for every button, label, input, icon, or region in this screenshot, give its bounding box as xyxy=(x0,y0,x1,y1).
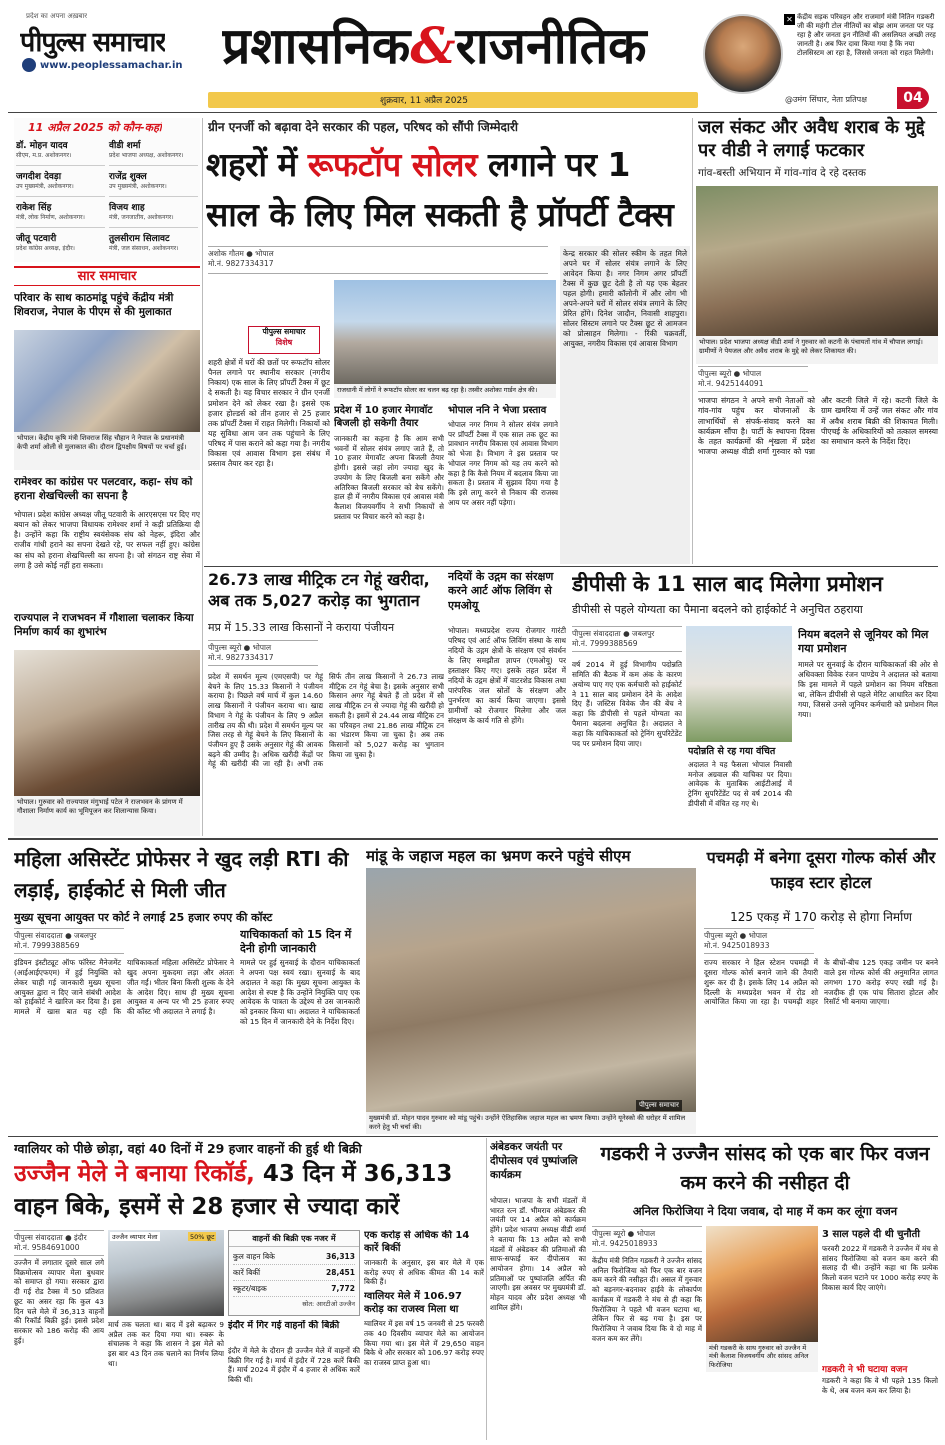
rti-title: महिला असिस्टेंट प्रोफेसर ने खुद लड़ी RTI की लड़ाई, हाईकोर्ट से मिली जीत xyxy=(14,847,349,902)
revenue-body: जानकारी के अनुसार, इस बार मेले में एक करोड़ रुपए से अधिक कीमत की 14 कारें बिकी हैं। xyxy=(364,1258,484,1287)
row-rule-3 xyxy=(8,1136,938,1137)
mandu-credit: पीपुल्स समाचार xyxy=(636,1100,682,1111)
section-title xyxy=(222,6,682,86)
whos-where-item: राकेश सिंह मंत्री, लोक निर्माण, अशोकनगर। xyxy=(16,200,105,228)
revenue-sub-title: ग्वालियर मेले में 106.97 करोड़ का राजस्व मिला था xyxy=(364,1291,462,1315)
solar-body2: जानकारी का कहना है कि आम सभी भवनों में सोलर संयंत्र लगाए जाते हैं, तो 10 हजार मेगावॉट अपना बिजली तैयार होगी। इससे जहां लोग ज्यादा खुद के उपयोग के लिए बिजली बना सकेंगे और अतिरिक्त बिजली सरकार को बेच सकेंगे। हाल ही में नगरीय विकास एवं आवास मंत्री कैलाश विजयवर्गीय ने सभी निकायों से प्रस्ताव पर विचार करने को कहा है। xyxy=(334,434,444,521)
dpc-body: वर्ष 2014 में हुई विभागीय पदोन्नति समिति की बैठक में कम अंक के कारण अयोग्य पाए गए एक कर्मचारी को हाईकोर्ट ने 11 साल बाद प्रमोशन देने के आदेश दिए हैं। जस्टिस विवेक जैन की बेंच ने कहा कि डीपीसी से पहले योग्यता का पैमाना बदलना अनुचित है। अदालत ने कहा कि याचिकाकर्ता को ट्रेनिंग सुपरिटेंडेंट पद पर प्रमोशन दिया जाए। xyxy=(572,660,682,748)
revenue-title: एक करोड़ से अधिक की 14 कारें बिकीं xyxy=(364,1230,470,1254)
quote-text: केंद्रीय सड़क परिवहन और राजमार्ग मंत्री नितिन गडकरी जी की महंगी टोल नीतियों का बोझ आम जनता पर पड़ रहा है और जनता इन नीतियों की असलियत अच्छी तरह जानती है। अब फिर दावा किया गया है कि नया टोलसिस्टम आ रहा है, जिससे जनता को राहत मिलेगी। xyxy=(797,13,936,58)
water-byline: पीपुल्स ब्यूरो ● भोपाल मो.नं. 9425144091 xyxy=(698,366,808,392)
quote-avatar xyxy=(703,14,783,94)
quote-author: @उमंग सिंघार, नेता प्रतिपक्ष xyxy=(785,95,867,104)
ujjain-photo xyxy=(108,1230,224,1316)
water-title: जल संकट और अवैध शराब के मुद्दे पर वीडी ने लगाई फटकार xyxy=(698,117,925,162)
ambedkar-body: भोपाल। भाजपा के सभी मंडलों में भारत रत्न डॉ. भीमराव अंबेडकर की जयंती पर 14 अप्रैल को कार्यक्रम होंगे। प्रदेश भाजपा अध्यक्ष वीडी शर्मा ने बताया कि 13 अप्रैल को सभी मंडलों में अंबेडकर की प्रतिमाओं की साफ-सफाई कर दीपोत्सव का आयोजन होगा। 14 अप्रैल को प्रतिमाओं पर पुष्पांजलि अर्पित की जाएगी। इस अवसर पर मुख्यमंत्री डॉ. मोहन यादव और प्रदेश अध्यक्ष भी शामिल होंगे। xyxy=(490,1196,586,1312)
saar-heading: सार समाचार xyxy=(14,266,200,286)
vehicle-stats-row xyxy=(233,1265,355,1281)
vehicle-stats-value: 36,313 xyxy=(326,1252,355,1261)
solar-badge: पीपुल्स समाचार विशेष xyxy=(248,326,320,354)
gadkari-side-body: फरवरी 2022 में गडकरी ने उज्जैन में मंच से सांसद फिरोजिया को वजन कम करने की सलाह दी थी। उन्होंने कहा था कि प्रत्येक किलो वजन घटाने पर 1000 करोड़ रुपए के विकास कार्य दिए जाएंगे। xyxy=(822,1244,938,1292)
row-rule-2 xyxy=(8,838,938,840)
gadkari-byline: पीपुल्स ब्यूरो ● भोपाल मो.नं. 9425018933 xyxy=(592,1226,702,1252)
vehicle-stats-value: 7,772 xyxy=(331,1284,355,1293)
gadkari-side-sub: गडकरी ने भी घटाया वजन xyxy=(822,1365,908,1375)
water-subtitle: गांव-बस्ती अभियान में गांव-गांव दे रहे दस्तक xyxy=(698,167,866,179)
saar-story2-title: रामेश्वर का कांग्रेस पर पलटवार, कहा- संघ को हराना शेखचिल्ली का सपना है xyxy=(14,476,193,502)
mandu-photo xyxy=(366,868,696,1112)
solar-sub2: भोपाल ननि ने भेजा प्रस्ताव xyxy=(448,405,547,416)
whos-where-item: वीडी शर्मा प्रदेश भाजपा अध्यक्ष, अशोकनगर। xyxy=(109,138,198,166)
solar-opinions: केन्द्र सरकार की सोलर स्कीम के तहत मिले अपने घर में सोलर संयंत्र लगाने के लिए आवेदन किया है। नगर निगम अगर प्रॉपर्टी टैक्स में कुछ छूट देती है तो यह एक बेहतर पहल होगी। हमारी कॉलोनी में और लोग भी अपने-अपने घरों में सोलर संयंत्र लगाने के लिए प्रेरित होंगे। दिनेश जादौन, निवासी शाहपुरा। सोलर सिस्टम लगाने पर टैक्स छूट से आमजन को प्रोत्साहन मिलेगा। - रिंकी चक्रवर्ती, आयुक्त, नगरीय विकास एवं आवास विभाग xyxy=(560,246,690,564)
solar-sub1: प्रदेश में 10 हजार मेगावॉट बिजली हो सकेगी तैयार xyxy=(334,405,433,429)
mandu-caption: मुख्यमंत्री डॉ. मोहन यादव गुरुवार को मांडू पहुंचे। उन्होंने ऐतिहासिक जहाज महल का भ्रमण किया। उन्होंने यूनेस्को की धरोहर में शामिल करने हेतु भी चर्चा की। xyxy=(366,1112,696,1134)
globe-icon xyxy=(22,58,36,72)
whos-where-item: जगदीश देवड़ा उप मुख्यमंत्री, अशोकनगर। xyxy=(16,169,105,197)
whos-where-box xyxy=(14,118,200,262)
vehicle-stats-value: 28,451 xyxy=(326,1268,355,1277)
wheat-subtitle: मप्र में 15.33 लाख किसानों ने कराया पंजीयन xyxy=(208,621,395,634)
golf-body: राज्य सरकार ने हिल स्टेशन पचमढ़ी में दूसरा गोल्फ कोर्स बनाने जाने की तैयारी शुरू कर दी है। इसके लिए 14 अप्रैल को दिल्ली के मध्यप्रदेश भवन में रोड शो आयोजित किया जा रहा है। पचमढ़ी शहर के बीचों-बीच 125 एकड़ जमीन पर बनने वाले इस गोल्फ कोर्स की अनुमानित लागत लगभग 170 करोड़ रुपए रखी गई है। नजदीक ही एक पांच सितारा होटल और रिसॉर्ट भी बनाया जाएगा। xyxy=(704,958,938,1007)
saar-story2-body: भोपाल। प्रदेश कांग्रेस अध्यक्ष जीतू पटवारी के आरएसएस पर दिए गए बयान को लेकर भाजपा विधायक रामेश्वर शर्मा ने कड़ी प्रतिक्रिया दी है। उन्होंने कहा कि राष्ट्रीय स्वयंसेवक संघ को नेहरू, इंदिरा और राजीव गांधी हराने का सपना देखते रहे, पर सफल नहीं हुए। कांग्रेस का संघ को हराना शेखचिल्ली का सपना है। जो संगठन राष्ट्र सेवा में लगा है उसे कोई नहीं हरा सकता। xyxy=(14,510,200,570)
vehicle-stats-box xyxy=(228,1230,360,1316)
whos-where-item: डॉ. मोहन यादव सीएम, म.प्र. अशोकनगर। xyxy=(16,138,105,166)
wheat-title: 26.73 लाख मीट्रिक टन गेहूं खरीदा, अब तक 5,027 करोड़ का भुगतान xyxy=(208,570,430,610)
dpc-byline: पीपुल्स संवाददाता ● जबलपुर मो.नं. 7999388569 xyxy=(572,626,682,652)
saar-story3-title: राज्यपाल ने राजभवन में गौशाला चलाकर किया निर्माण कार्य का शुभारंभ xyxy=(14,612,194,638)
mandu-title: मांडू के जहाज महल का भ्रमण करने पहुंचे सीएम xyxy=(366,847,631,865)
masthead-tagline: प्रदेश का अपना अख़बार xyxy=(26,12,88,20)
golf-subtitle: 125 एकड़ में 170 करोड़ से होगा निर्माण xyxy=(730,910,912,924)
col-rule-left xyxy=(202,118,203,836)
ujjain-kicker: ग्वालियर को पीछे छोड़ा, वहां 40 दिनों में 29 हजार वाहनों की हुई थी बिक्री xyxy=(14,1141,362,1156)
solar-body1: शहरी क्षेत्रों में घरों की छतों पर रूफटॉप सोलर पैनल लगाने पर स्थानीय सरकार (नगरीय निकाय) एक साल के लिए प्रॉपर्टी टैक्स में छूट दे सकती है। यह विचार सरकार ने ग्रीन एनर्जी प्रमोशन देने को लेकर रखा है। इससे एक हजार होल्डर्स को तीन हजार से 25 हजार तक प्रॉपर्टी टैक्स में राहत मिलेगी। निकायों को यह सुविधा आम जन तक पहुंचाने के लिए परिषद में पास कराने को कहा गया है। नगरीय विकास एवं आवास विभाग इस संबंध में प्रस्ताव तैयार कर रहा है। xyxy=(208,358,330,469)
section-title-b: राजनीतिक xyxy=(455,17,647,75)
saar-story1-title: परिवार के साथ काठमांडू पहुंचे केंद्रीय मंत्री शिवराज, नेपाल के पीएम से की मुलाकात xyxy=(14,292,174,318)
ujjain-sub-title: इंदौर में गिर गई वाहनों की बिक्री xyxy=(228,1320,340,1331)
gadkari-photo xyxy=(706,1226,818,1342)
water-caption: भोपाल। प्रदेश भाजपा अध्यक्ष वीडी शर्मा ने गुरुवार को कटनी के पंचायतों गांव में चौपाल लगाई। ग्रामीणों ने पेयजल और अवैध शराब के मुद्दे को लेकर शिकायत की। xyxy=(696,336,938,364)
gadkari-subtitle: अनिल फिरोजिया ने दिया जवाब, दो माह में कम कर लूंगा वजन xyxy=(632,1204,898,1218)
col-rule-bottom xyxy=(486,1138,487,1440)
masthead-rule xyxy=(8,112,937,113)
golf-title: पचमढ़ी में बनेगा दूसरा गोल्फ कोर्स और फाइव स्टार होटल xyxy=(706,848,936,892)
ujjain-body1: उज्जैन में लगातार दूसरे साल लगे विक्रमोत्सव व्यापार मेला बुधवार को समाप्त हो गया। सरकार द्वारा दी गई रोड टैक्स में 50 प्रतिशत छूट का असर रहा कि कुल 43 दिन चले मेले में 36,313 वाहनों की रिकॉर्ड बिक्री हुई। इससे प्रदेश सरकार को 186 करोड़ की आय हुई। xyxy=(14,1258,104,1345)
rti-subtitle: मुख्य सूचना आयुक्त पर कोर्ट ने लगाई 25 हजार रुपए की कॉस्ट xyxy=(14,911,273,924)
whos-where-item: राजेंद्र शुक्ल उप मुख्यमंत्री, अशोकनगर। xyxy=(109,169,198,197)
rti-side-body: मामले पर हुई सुनवाई के दौरान याचिकाकर्ता ने अपना पक्ष स्वयं रखा। सुनवाई के बाद अदालत ने कहा कि मुख्य सूचना आयुक्त के आदेश से स्पष्ट है कि उन्होंने नियुक्ति पाए एक आवेदक के पात्रता के उद्देश्य से उस जानकारी को इनकार किया था। अदालत ने याचिकाकर्ता को 15 दिन में जानकारी देने के निर्देश दिए। xyxy=(240,958,360,1027)
gadkari-photo-caption: मंत्री गडकरी के साथ गुरुवार को उज्जैन में मंत्री कैलाश विजयवर्गीय और सांसद अनिल फिरोजिया xyxy=(706,1342,818,1372)
vehicle-stats-row xyxy=(233,1281,355,1297)
gadkari-title: गडकरी ने उज्जैन सांसद को एक बार फिर वजन कम करने की नसीहत दी xyxy=(600,1143,930,1194)
ujjain-sub-body: इंदौर में मेले के दौरान ही उज्जैन मेले में वाहनों की बिक्री गिर गई है। मार्च में इंदौर में 728 कारें बिकी हैं। मार्च 2024 में इंदौर में 4 हजार से अधिक कारें बिकी थीं। xyxy=(228,1346,360,1385)
vehicle-stats-row xyxy=(233,1249,355,1265)
gadkari-side-sub-body: गडकरी ने कहा कि वे भी पहले 135 किलो के थे, अब वजन कम कर लिया है। xyxy=(822,1376,938,1395)
rivers-title: नदियों के उद्गम का संरक्षण करने आर्ट ऑफ लिविंग से एमओयू xyxy=(448,570,554,612)
rti-body: इंडियन इंस्टीट्यूट ऑफ फॉरेस्ट मैनेजमेंट (आईआईएफएम) में हुई नियुक्ति को लेकर चाही गई जानकारी मुख्य सूचना आयुक्त द्वारा न दिए जाने संबंधी आदेश को हाईकोर्ट ने खारिज कर दिया है। इस मामले में खास बात यह रही कि याचिकाकर्ता महिला असिस्टेंट प्रोफेसर ने खुद अपना मुकदमा लड़ा और अंततः जीत गईं। भीतर बिना किसी शुल्क के देने के आदेश दिए। साथ ही मुख्य सूचना आयुक्त व अन्य पर भी 25 हजार रुपए की कॉस्ट भी अदालत ने लगाई है। xyxy=(14,958,234,1017)
date-text: शुक्रवार, 11 अप्रैल 2025 xyxy=(380,96,468,106)
rivers-body: भोपाल। मध्यप्रदेश राज्य रोजगार गारंटी परिषद एवं आर्ट ऑफ लिविंग संस्था के साथ नदियों के उद्गम क्षेत्रों के संरक्षण एवं संवर्धन के लिए समझौता ज्ञापन (एमओयू) पर हस्ताक्षर किए गए। इसके तहत प्रदेश में नदियों के उद्गम क्षेत्रों में वाटरशेड विकास तथा पारंपरिक जल स्रोतों के संरक्षण और पुनर्भरण का कार्य किया जाएगा। इससे ग्रामीणों को रोजगार मिलेगा और जल संरक्षण के कार्य गति से होंगे। xyxy=(448,626,566,725)
dpc-side-title: नियम बदलने से जूनियर को मिल गया प्रमोशन xyxy=(798,628,929,656)
whos-where-item: विजय शाह मंत्री, जनजातीय, अशोकनगर। xyxy=(109,200,198,228)
gadkari-body: केंद्रीय मंत्री नितिन गडकरी ने उज्जैन सांसद अनिल फिरोजिया को फिर एक बार वजन कम करने की नसीहत दी। असल में गुरुवार को बड़नगर-बदनावर हाईवे के लोकार्पण कार्यक्रम में गडकरी ने मंच से ही कहा कि फिरोजिया ने पहले भी वजन घटाया था, लेकिन फिर से बढ़ गया है। इस पर फिरोजिया ने जवाब दिया कि वे दो माह में वजन कम कर लेंगे। xyxy=(592,1256,702,1343)
dpc-photo-caption: पदोन्नति से रह गया वंचित xyxy=(688,746,776,757)
revenue-box xyxy=(364,1230,484,1438)
vehicle-stats-label: स्कूटर/बाइक xyxy=(233,1284,267,1293)
whos-where-heading: 11 अप्रैल 2025 को कौन-कहां xyxy=(28,121,162,134)
solar-photo-caption: राजधानी में लोगों ने रूफटॉप सोलर का चलन बढ़ रहा है। तस्वीर अशोका गार्डन क्षेत्र की। xyxy=(334,384,556,398)
saar-story1-caption: भोपाल। केंद्रीय कृषि मंत्री शिवराज सिंह चौहान ने नेपाल के प्रधानमंत्री केपी शर्मा ओली से मुलाकात की। दौरान द्विपक्षीय विषयों पर चर्चा हुई। xyxy=(14,432,200,470)
gadkari-side-title: 3 साल पहले दी थी चुनौती xyxy=(822,1229,920,1240)
whos-where-grid xyxy=(16,138,198,259)
wheat-body: प्रदेश में समर्थन मूल्य (एमएसपी) पर गेहूं बेचने के लिए 15.33 किसानों ने पंजीयन कराया है। पिछले वर्ष मार्च में कुल 14.60 लाख किसानों ने पंजीयन कराया था। खाद्य विभाग ने गेहूं के पंजीयन के लिए 9 अप्रैल तारीख तय की थी। प्रदेश में समर्थन मूल्य पर जिस तरह से गेहूं बेचने के लिए किसानों के पंजीयन हुए हैं उसके अनुसार गेहूं की आवक बढ़ने की उम्मीद है। अधिक खरीदी केंद्रों पर गेहूं की खरीदी की जा रही है। अभी तक सिर्फ तीन लाख किसानों ने 26.73 लाख मीट्रिक टन गेहूं बेचा है। इसके अनुसार सभी किसान अगर गेहूं बेचते हैं तो प्रदेश में सौ लाख मीट्रिक टन से ज्यादा गेहूं की खरीदी हो सकती है। इसमें से 24.44 लाख मीट्रिक टन का परिवहन तथा 21.86 लाख मीट्रिक टन का भंडारण किया जा चुका है। अब तक किसानों को 5,027 करोड़ का भुगतान किया जा चुका है। xyxy=(208,672,444,769)
golf-byline: पीपुल्स ब्यूरो ● भोपाल मो.नं. 9425018933 xyxy=(704,928,814,954)
x-icon: ✕ xyxy=(784,14,795,25)
ujjain-body2: मार्च तक चलता था। बाद में इसे बढ़ाकर 9 अप्रैल तक कर दिया गया था। रुबरू के संचालक ने कहा कि शासन ने इस मेले को इस बार 43 दिन तक चलाने का निर्णय लिया था। xyxy=(108,1320,224,1368)
masthead xyxy=(0,0,945,112)
water-body: भाजपा संगठन ने अपने सभी नेताओं को गांव-गांव पहुंच कर योजनाओं के लाभार्थियों से संपर्क-संवाद करने का कार्यक्रम सौंपा है। पार्टी के स्थापना दिवस के तहत कार्यक्रमों की शृंखला में प्रदेश भाजपा अध्यक्ष वीडी शर्मा गुरुवार को पन्ना और कटनी जिले में रहे। कटनी जिले के ग्राम खमरिया में उन्हें जल संकट और गांव में अवैध शराब बिक्री की शिकायत मिली। पीएचई के अधिकारियों को तत्काल समस्या का समाधान करने के निर्देश दिए। xyxy=(698,396,938,457)
section-amp: & xyxy=(410,16,456,75)
vehicle-stats-rows xyxy=(229,1247,359,1299)
dpc-photo xyxy=(686,626,792,742)
solar-body3: भोपाल नगर निगम ने सोलर संयंत्र लगाने पर प्रॉपर्टी टैक्स में एक साल तक छूट का प्रावधान नगरीय विकास एवं आवास विभाग को भेजा है। विभाग ने इस प्रस्ताव पर भोपाल नगर निगम को यह तय करने को कहा है कि कैसे नियम में बदलाव किया जा सकता है। प्रस्ताव में सुझाव दिया गया है कि इसे लागू करने से निकाय की राजस्व आय पर असर नहीं पड़ेगा। xyxy=(448,420,558,507)
solar-byline: अशोक गौतम ● भोपाल मो.नं. 9827334317 xyxy=(208,246,548,274)
section-title-a: प्रशासनिक xyxy=(222,17,411,75)
rti-byline: पीपुल्स संवाददाता ● जबलपुर मो.नं. 7999388569 xyxy=(14,928,124,954)
vehicle-stats-title: वाहनों की बिक्री एक नजर में xyxy=(229,1231,359,1247)
dpc-caption-body: अदालत ने यह फैसला भोपाल निवासी मनोज अग्रवाल की याचिका पर दिया। आवेदक के मुताबिक आईटीआई में ट्रेनिंग सुपरिटेंडेंट पद से वर्ष 2014 की डीपीसी में वंचित रह गए थे। xyxy=(688,760,792,808)
ujjain-photo-badge: 50% छूट xyxy=(190,1233,215,1241)
vehicle-stats-source: स्रोत: आरटीओ उज्जैन xyxy=(302,1300,355,1308)
row-rule-1 xyxy=(204,566,938,567)
solar-kicker: ग्रीन एनर्जी को बढ़ावा देने सरकार की पहल, परिषद को सौंपी जिम्मेदारी xyxy=(208,120,518,134)
vehicle-stats-label: कारें बिकीं xyxy=(233,1268,261,1277)
whos-where-item: जीतू पटवारी प्रदेश कांग्रेस अध्यक्ष, इंदौर। xyxy=(16,234,75,252)
water-photo xyxy=(696,186,938,336)
ujjain-headline: उज्जैन मेले ने बनाया रिकॉर्ड, 43 दिन में 36,313 वाहन बिके, इसमें से 28 हजार से ज्यादा कारें xyxy=(14,1161,453,1221)
page-number: 04 xyxy=(897,87,929,109)
wheat-byline: पीपुल्स ब्यूरो ● भोपाल मो.नं. 9827334317 xyxy=(208,640,318,666)
vehicle-stats-label: कुल वाहन बिके xyxy=(233,1252,275,1261)
paper-name: पीपुल्स समाचार xyxy=(20,27,166,58)
dpc-subtitle: डीपीसी से पहले योग्यता का पैमाना बदलने को हाईकोर्ट ने अनुचित ठहराया xyxy=(572,603,863,616)
col-rule-right xyxy=(692,118,693,564)
ambedkar-title: अंबेडकर जयंती पर दीपोत्सव एवं पुष्पांजलि कार्यक्रम xyxy=(490,1141,578,1182)
dpc-title: डीपीसी के 11 साल बाद मिलेगा प्रमोशन xyxy=(572,572,883,596)
solar-headline: शहरों में रूफटॉप सोलर लगाने पर 1 साल के लिए मिल सकती है प्रॉपर्टी टैक्स xyxy=(206,145,674,234)
dpc-side-body: मामले पर सुनवाई के दौरान याचिकाकर्ता की ओर से अधिवक्ता विवेक रंजन पाण्डेय ने अदालत को बताया कि इस मामले में पहले प्रमोशन का नियम वरिष्ठता था, लेकिन डीपीसी से पहले मेरिट आधारित कर दिया गया, जिससे उनसे जूनियर कर्मचारी को प्रमोशन मिल गया। xyxy=(798,660,938,719)
rti-side-title: याचिकाकर्ता को 15 दिन में देनी होगी जानकारी xyxy=(240,928,352,956)
solar-photo xyxy=(334,280,556,384)
ujjain-photo-caption: उज्जैन व्यापार मेला xyxy=(112,1233,158,1241)
website-link[interactable]: www.peoplessamachar.in xyxy=(40,60,183,71)
ujjain-byline: पीपुल्स संवाददाता ● इंदौर मो.नं. 9584691000 xyxy=(14,1230,104,1256)
saar-story3-photo xyxy=(14,650,200,796)
revenue-sub-body: ग्वालियर में इस वर्ष 15 जनवरी से 25 फरवरी तक 40 दिवसीय व्यापार मेले का आयोजन किया गया था। इस मेले में 29,650 वाहन बिके थे और सरकार को 106.97 करोड़ रुपए का राजस्व प्राप्त हुआ था। xyxy=(364,1319,484,1368)
saar-story1-photo xyxy=(14,330,200,432)
whos-where-item: तुलसीराम सिलावट मंत्री, जल संसाधन, अशोकनगर। xyxy=(109,234,179,252)
saar-story3-caption: भोपाल। गुरुवार को राज्यपाल मंगुभाई पटेल ने राजभवन के प्रांगण में गौशाला निर्माण कार्य का भूमिपूजन कर शिलान्यास किया। xyxy=(14,796,200,836)
